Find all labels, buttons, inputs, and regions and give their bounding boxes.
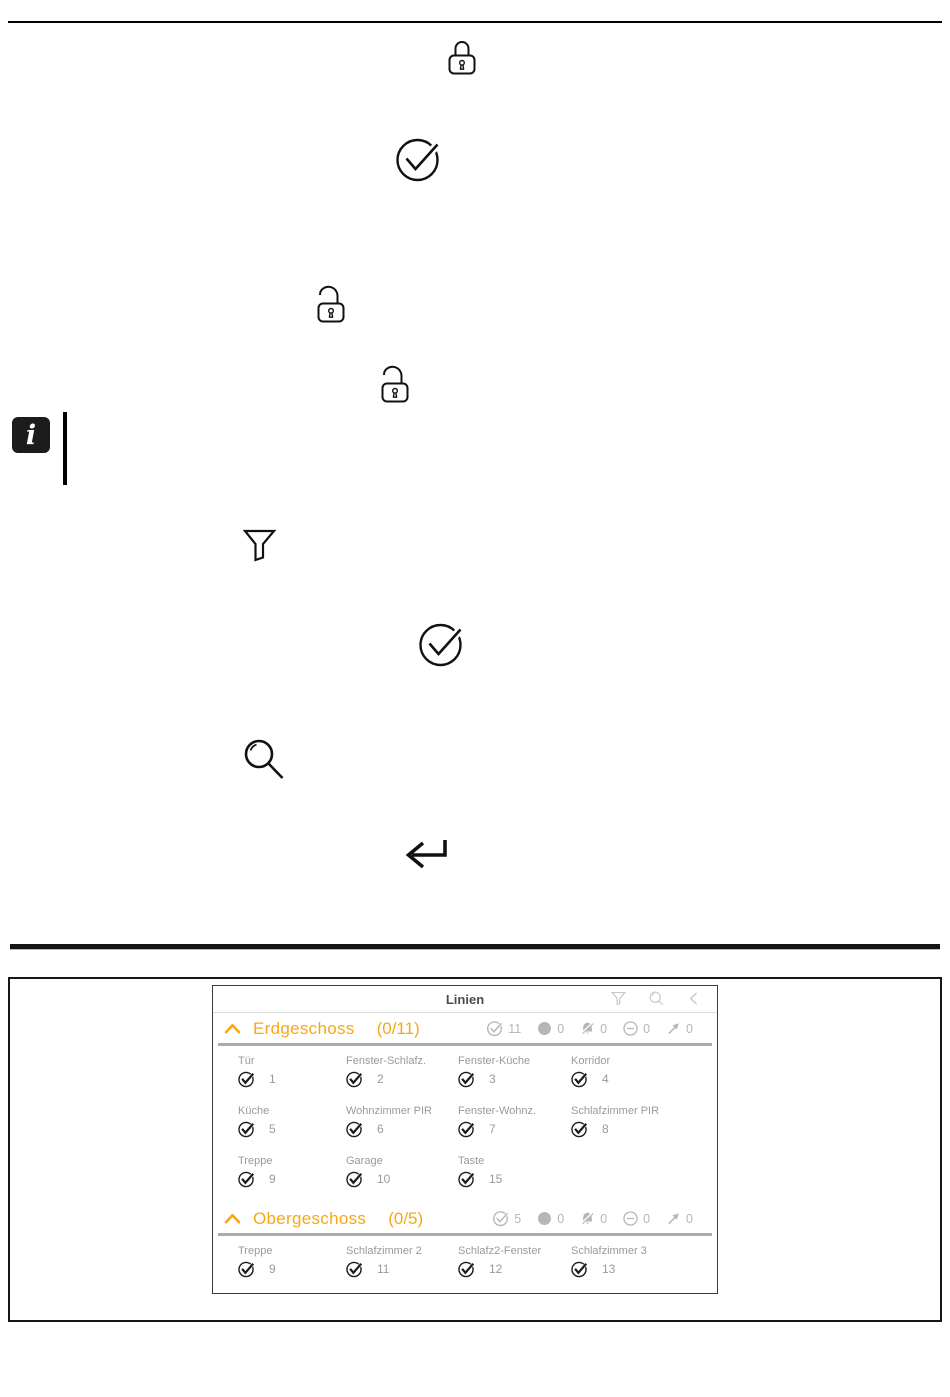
zone-check-icon (238, 1070, 256, 1088)
zone-label: Fenster-Schlafz. (346, 1055, 427, 1067)
zone-check-icon (238, 1120, 256, 1138)
stat-value: 0 (600, 1021, 608, 1036)
zone-check-icon (458, 1260, 476, 1278)
zone-item[interactable] (346, 1151, 458, 1201)
section-ratio: (0/5) (388, 1208, 424, 1228)
check-circle-icon (487, 1020, 504, 1037)
minus-circle-icon (622, 1210, 639, 1227)
stat-value: 0 (643, 1021, 651, 1036)
filled-circle-icon (536, 1020, 553, 1037)
filter-icon[interactable] (610, 990, 627, 1007)
zone-label: Garage (346, 1155, 383, 1167)
zone-item[interactable] (238, 1241, 346, 1291)
minus-circle-icon (622, 1020, 639, 1037)
zone-number: 2 (377, 1072, 384, 1086)
stat-value: 0 (600, 1211, 608, 1226)
status-counter (536, 1210, 564, 1227)
section-ratio: (0/11) (376, 1018, 420, 1038)
stat-value: 5 (514, 1211, 522, 1226)
stat-value: 0 (686, 1211, 693, 1226)
status-counter (665, 1210, 693, 1227)
zone-number: 6 (377, 1122, 384, 1136)
zone-label: Schlafz2-Fenster (458, 1245, 542, 1257)
zone-number: 3 (489, 1072, 496, 1086)
zone-label: Schlafzimmer PIR (571, 1105, 660, 1117)
zone-check-icon (458, 1120, 476, 1138)
arrow-up-right-icon (665, 1210, 682, 1227)
zone-number: 8 (602, 1122, 609, 1136)
zone-label: Fenster-Wohnz. (458, 1105, 537, 1117)
zone-check-icon (571, 1120, 589, 1138)
section-header[interactable] (213, 1205, 717, 1232)
stat-value: 0 (557, 1211, 565, 1226)
zone-item[interactable] (346, 1101, 458, 1151)
section (213, 1205, 717, 1293)
zone-label: Fenster-Küche (458, 1055, 531, 1067)
zone-label: Taste (458, 1155, 485, 1167)
zone-check-icon (346, 1170, 364, 1188)
zone-number: 12 (489, 1262, 503, 1276)
zone-check-icon (458, 1070, 476, 1088)
section-header[interactable] (213, 1015, 717, 1042)
zone-check-icon (346, 1260, 364, 1278)
zone-number: 9 (269, 1172, 276, 1186)
zone-item[interactable] (238, 1051, 346, 1101)
zone-label: Küche (238, 1105, 270, 1117)
zone-number: 15 (489, 1172, 503, 1186)
stat-value: 0 (557, 1021, 565, 1036)
arrow-up-right-icon (665, 1020, 682, 1037)
zone-number: 5 (269, 1122, 276, 1136)
zone-item[interactable] (458, 1241, 571, 1291)
bell-slash-icon (579, 1020, 596, 1037)
status-counter (579, 1210, 607, 1227)
stat-value: 11 (508, 1021, 522, 1036)
zone-item[interactable] (571, 1241, 717, 1291)
stat-value: 0 (643, 1211, 651, 1226)
status-counter (493, 1210, 521, 1227)
search-icon (242, 738, 286, 781)
filled-circle-icon (536, 1210, 553, 1227)
zone-label: Korridor (571, 1055, 611, 1067)
lock-open-icon (379, 359, 412, 405)
back-icon[interactable] (686, 990, 703, 1007)
section-name: Obergeschoss (253, 1208, 367, 1228)
info-note-bar (63, 412, 67, 485)
zone-item[interactable] (346, 1241, 458, 1291)
panel-header (213, 986, 717, 1013)
panel-header-icons (610, 990, 703, 1007)
zone-item[interactable] (238, 1101, 346, 1151)
zone-number: 10 (377, 1172, 391, 1186)
stat-value: 0 (686, 1021, 693, 1036)
search-icon[interactable] (648, 990, 665, 1007)
info-icon: i (12, 417, 50, 453)
linien-panel (212, 985, 718, 1294)
lock-open-icon (315, 279, 348, 325)
zone-item[interactable] (571, 1051, 717, 1101)
status-counter (622, 1210, 650, 1227)
zone-check-icon (571, 1260, 589, 1278)
zone-number: 7 (489, 1122, 496, 1136)
zone-check-icon (346, 1070, 364, 1088)
zone-number: 1 (269, 1072, 276, 1086)
bell-slash-icon (579, 1210, 596, 1227)
section-divider-rule (10, 944, 940, 949)
zone-number: 9 (269, 1262, 276, 1276)
zone-number: 13 (602, 1262, 616, 1276)
section-stats (493, 1210, 693, 1227)
zone-check-icon (238, 1170, 256, 1188)
zone-label: Treppe (238, 1155, 273, 1167)
zone-label: Treppe (238, 1245, 273, 1257)
status-counter (579, 1020, 607, 1037)
zone-item[interactable] (346, 1051, 458, 1101)
zone-number: 4 (602, 1072, 609, 1086)
status-counter (665, 1020, 693, 1037)
chevron-up-icon[interactable] (223, 1212, 242, 1225)
zone-check-icon (238, 1260, 256, 1278)
zone-check-icon (571, 1070, 589, 1088)
zone-label: Schlafzimmer 2 (346, 1245, 422, 1257)
zone-check-icon (458, 1170, 476, 1188)
panel-title: Linien (445, 992, 485, 1007)
zone-item[interactable] (238, 1151, 346, 1201)
approve-check-circle-icon (396, 136, 443, 183)
zone-label: Tür (238, 1055, 255, 1067)
sections (213, 1015, 717, 1293)
zone-item[interactable] (458, 1151, 571, 1201)
approve-check-circle-icon (419, 621, 466, 668)
zone-item[interactable] (458, 1051, 571, 1101)
zone-grid (213, 1236, 717, 1293)
section-name: Erdgeschoss (253, 1018, 355, 1038)
zone-label: Schlafzimmer 3 (571, 1245, 647, 1257)
section (213, 1015, 717, 1203)
enter-icon (403, 836, 448, 869)
status-counter (622, 1020, 650, 1037)
chevron-up-icon[interactable] (223, 1022, 242, 1035)
status-counter (487, 1020, 521, 1037)
lock-closed-icon (446, 36, 478, 77)
check-circle-icon (493, 1210, 510, 1227)
zone-item[interactable] (571, 1101, 717, 1151)
zone-check-icon (346, 1120, 364, 1138)
zone-grid (213, 1046, 717, 1203)
filter-icon (242, 527, 277, 562)
zone-number: 11 (377, 1262, 390, 1276)
zone-item[interactable] (458, 1101, 571, 1151)
page-top-rule (8, 21, 942, 23)
section-stats (487, 1020, 693, 1037)
zone-label: Wohnzimmer PIR (346, 1105, 432, 1117)
status-counter (536, 1020, 564, 1037)
